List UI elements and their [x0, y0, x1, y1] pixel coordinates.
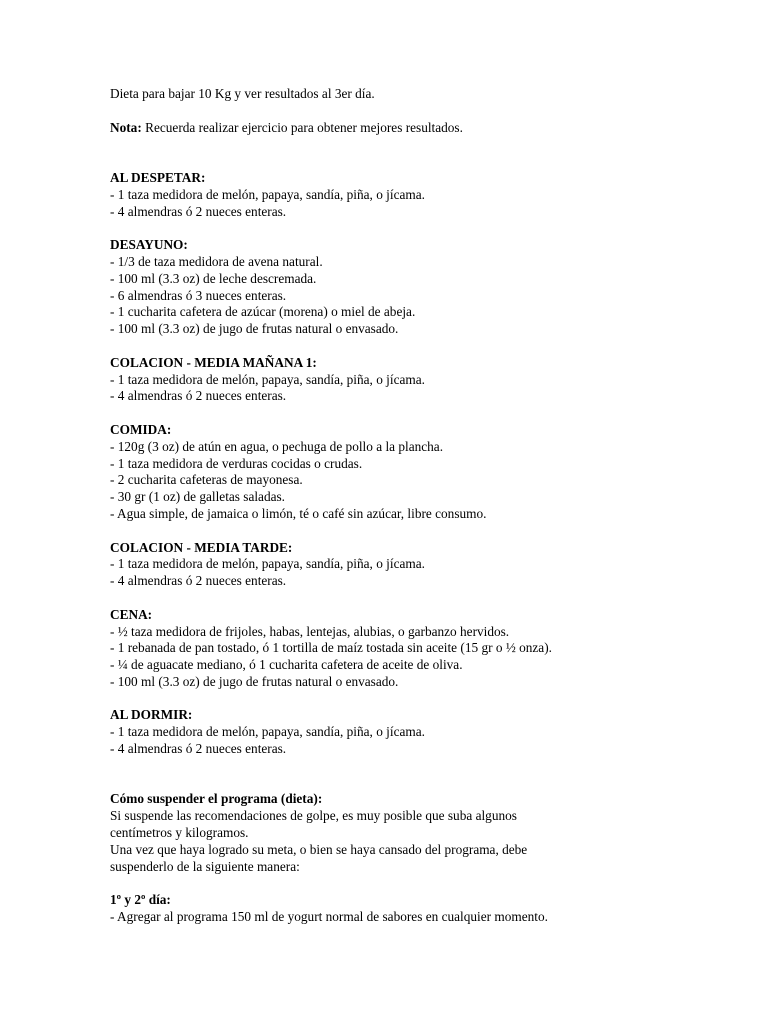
list-item: - 2 cucharita cafeteras de mayonesa. — [110, 472, 303, 488]
list-item: - 100 ml (3.3 oz) de leche descremada. — [110, 270, 317, 286]
list-item: - 100 ml (3.3 oz) de jugo de frutas natural o envasado. — [110, 673, 399, 689]
list-item: - 1 taza medidora de melón, papaya, sandía, piña, o jícama. — [110, 556, 425, 572]
spacer — [110, 875, 710, 892]
spacer — [110, 220, 710, 237]
section-heading: AL DESPETAR: — [110, 169, 206, 185]
section-heading: COLACION - MEDIA TARDE: — [110, 539, 293, 555]
paragraph-line: Si suspende las recomendaciones de golpe, es muy posible que suba algunos — [110, 808, 517, 824]
list-item: - 4 almendras ó 2 nueces enteras. — [110, 741, 287, 757]
list-item: - 1/3 de taza medidora de avena natural. — [110, 253, 323, 269]
spacer — [110, 103, 710, 120]
note-text: Recuerda realizar ejercicio para obtener mejores resultados. — [141, 119, 463, 135]
list-item: - Agregar al programa 150 ml de yogurt normal de sabores en cualquier momento. — [110, 909, 548, 925]
section-como-suspender — [110, 791, 710, 875]
document-page — [110, 86, 710, 926]
list-item: - ¼ de aguacate mediano, ó 1 cucharita cafetera de aceite de oliva. — [110, 657, 463, 673]
section-colacion-media-tarde — [110, 540, 710, 590]
section-colacion-media-manana — [110, 355, 710, 405]
list-item: - 4 almendras ó 2 nueces enteras. — [110, 573, 287, 589]
section-heading: COMIDA: — [110, 421, 172, 437]
section-heading: DESAYUNO: — [110, 237, 188, 253]
note-label: Nota: — [110, 119, 142, 135]
section-cena — [110, 607, 710, 691]
paragraph-line: centímetros y kilogramos. — [110, 825, 249, 841]
list-item: - 30 gr (1 oz) de galletas saladas. — [110, 489, 286, 505]
list-item: - 1 rebanada de pan tostado, ó 1 tortilla de maíz tostada sin aceite (15 gr o ½ onza). — [110, 640, 552, 656]
spacer — [110, 758, 710, 792]
spacer — [110, 691, 710, 708]
section-al-dormir — [110, 707, 710, 757]
list-item: - 1 taza medidora de melón, papaya, sandía, piña, o jícama. — [110, 186, 425, 202]
list-item: - 1 taza medidora de verduras cocidas o crudas. — [110, 455, 363, 471]
section-heading: CENA: — [110, 606, 153, 622]
document-title: Dieta para bajar 10 Kg y ver resultados al 3er día. — [110, 86, 375, 101]
paragraph-line: suspenderlo de la siguiente manera: — [110, 858, 300, 874]
paragraph-line: Una vez que haya logrado su meta, o bien se haya cansado del programa, debe — [110, 841, 528, 857]
list-item: - 100 ml (3.3 oz) de jugo de frutas natural o envasado. — [110, 321, 399, 337]
spacer — [110, 338, 710, 355]
section-al-despertar — [110, 170, 710, 220]
section-heading: Cómo suspender el programa (dieta): — [110, 791, 323, 807]
note-paragraph — [110, 120, 710, 137]
list-item: - Agua simple, de jamaica o limón, té o café sin azúcar, libre consumo. — [110, 505, 487, 521]
spacer — [110, 590, 710, 607]
list-item: - ½ taza medidora de frijoles, habas, lentejas, alubias, o garbanzo hervidos. — [110, 623, 510, 639]
section-dias — [110, 892, 710, 926]
section-heading: AL DORMIR: — [110, 707, 193, 723]
section-heading: COLACION - MEDIA MAÑANA 1: — [110, 354, 317, 370]
section-comida — [110, 422, 710, 523]
section-heading: 1º y 2º día: — [110, 892, 171, 908]
list-item: - 6 almendras ó 3 nueces enteras. — [110, 287, 287, 303]
list-item: - 120g (3 oz) de atún en agua, o pechuga de pollo a la plancha. — [110, 438, 444, 454]
list-item: - 4 almendras ó 2 nueces enteras. — [110, 388, 287, 404]
section-desayuno — [110, 237, 710, 338]
list-item: - 1 cucharita cafetera de azúcar (morena) o miel de abeja. — [110, 304, 416, 320]
spacer — [110, 523, 710, 540]
list-item: - 1 taza medidora de melón, papaya, sandía, piña, o jícama. — [110, 371, 425, 387]
list-item: - 4 almendras ó 2 nueces enteras. — [110, 203, 287, 219]
spacer — [110, 136, 710, 170]
spacer — [110, 405, 710, 422]
list-item: - 1 taza medidora de melón, papaya, sandía, piña, o jícama. — [110, 724, 425, 740]
